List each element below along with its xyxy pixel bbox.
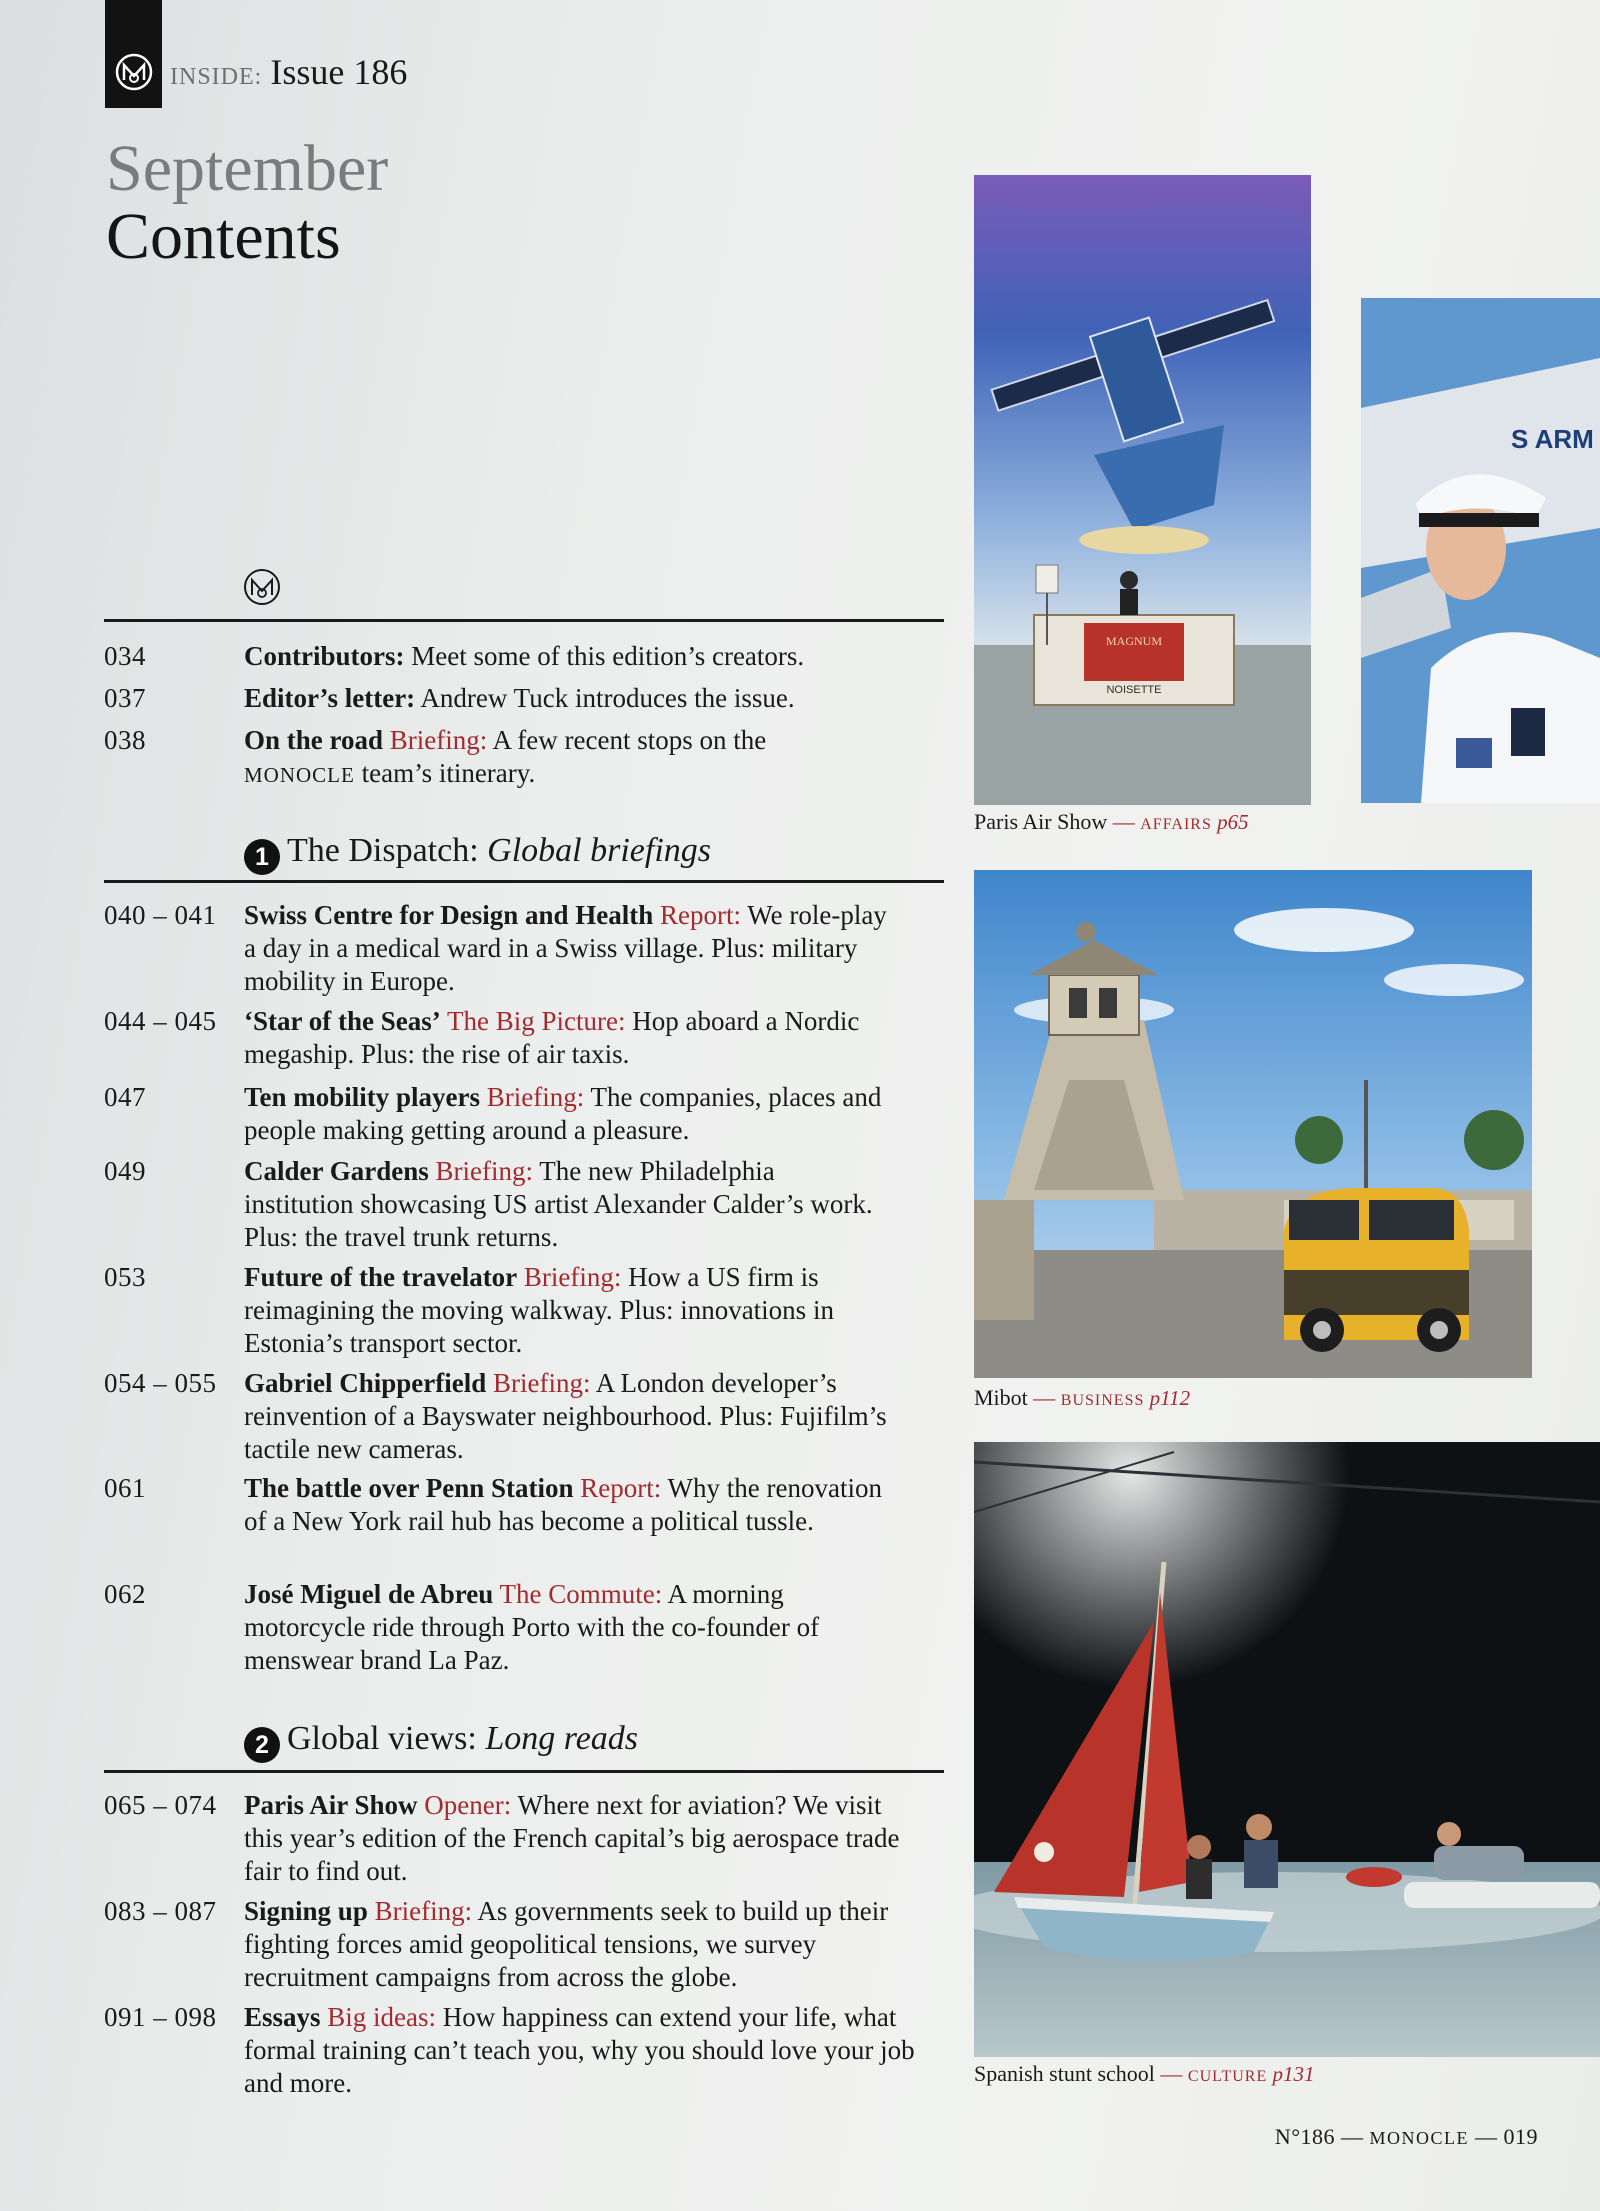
page-range: 061 bbox=[104, 1473, 146, 1503]
entry-description: Why the renovation of a New York rail hub has become a political tussle. bbox=[244, 1473, 882, 1536]
entry-description: Meet some of this edition’s creators. bbox=[404, 641, 805, 671]
divider-rule bbox=[104, 880, 944, 883]
entry-title: Editor’s letter: bbox=[244, 683, 416, 713]
entry-description: Andrew Tuck introduces the issue. bbox=[415, 683, 795, 713]
entry-description-cont: team’s itinerary. bbox=[354, 758, 536, 788]
page-folio bbox=[1275, 2124, 1538, 2150]
entry-kicker: The Big Picture: bbox=[440, 1006, 626, 1036]
photo-paris-air-show bbox=[974, 175, 1311, 805]
page-range: 053 bbox=[104, 1262, 146, 1292]
page-range: 037 bbox=[104, 683, 146, 713]
caption-title: Mibot bbox=[974, 1385, 1028, 1410]
photo-caption bbox=[974, 1384, 1190, 1415]
caption-page: p112 bbox=[1144, 1386, 1191, 1410]
issue-number: Issue 186 bbox=[270, 52, 408, 92]
section-number-badge: 1 bbox=[244, 839, 280, 875]
divider-rule bbox=[104, 619, 944, 622]
entry-description: We role-play a day in a medical ward in a Swiss village. Plus: military mobility in Europe. bbox=[244, 900, 887, 996]
entry-description: A few recent stops on the bbox=[487, 725, 767, 755]
entry-description: The companies, places and people making getting around a pleasure. bbox=[244, 1082, 882, 1145]
caption-section: BUSINESS bbox=[1060, 1392, 1145, 1409]
entry-title: Paris Air Show bbox=[244, 1790, 418, 1820]
section-number-badge: 2 bbox=[244, 1727, 280, 1763]
entry-title: Ten mobility players bbox=[244, 1082, 481, 1112]
entry-description: Hop aboard a Nordic megaship. Plus: the rise of air taxis. bbox=[244, 1006, 860, 1069]
caption-dash: — bbox=[1107, 809, 1141, 834]
page-range: 049 bbox=[104, 1156, 146, 1186]
page-range: 047 bbox=[104, 1082, 146, 1112]
entry-title: Calder Gardens bbox=[244, 1156, 429, 1186]
entry-kicker: The Commute: bbox=[493, 1579, 663, 1609]
folio-dash: — bbox=[1469, 2124, 1504, 2149]
page-range: 038 bbox=[104, 725, 146, 755]
photo-stunt-school bbox=[974, 1442, 1600, 2057]
entry-title: ‘Star of the Seas’ bbox=[244, 1006, 441, 1036]
entry-kicker: Report: bbox=[653, 900, 742, 930]
page-range: 065 – 074 bbox=[104, 1790, 217, 1820]
page-range: 054 – 055 bbox=[104, 1368, 217, 1398]
folio-page-number: 019 bbox=[1503, 2124, 1538, 2149]
brand-name: MONOCLE bbox=[244, 763, 355, 787]
entry-description: A morning motorcycle ride through Porto with the co-founder of menswear brand La Paz. bbox=[244, 1579, 820, 1675]
entry-kicker: Briefing: bbox=[383, 725, 488, 755]
page-range: 091 – 098 bbox=[104, 2002, 217, 2032]
entry-kicker: Briefing: bbox=[367, 1896, 473, 1926]
folio-dash: — bbox=[1335, 2124, 1370, 2149]
entry-description: How a US firm is reimagining the moving walkway. Plus: innovations in Estonia’s transport sector. bbox=[244, 1262, 834, 1358]
inside-label: INSIDE: bbox=[170, 64, 263, 90]
divider-rule bbox=[104, 1770, 944, 1773]
masthead-tab bbox=[105, 0, 162, 108]
issue-line bbox=[170, 50, 407, 99]
entry-title: Swiss Centre for Design and Health bbox=[244, 900, 654, 930]
entry-title: Essays bbox=[244, 2002, 321, 2032]
caption-page: p65 bbox=[1211, 810, 1249, 834]
photo-caption bbox=[974, 808, 1249, 839]
entry-kicker: Big ideas: bbox=[320, 2002, 437, 2032]
section-subtitle: Long reads bbox=[485, 1720, 639, 1757]
folio-issue: N°186 bbox=[1274, 2124, 1335, 2149]
photo-naval-officer bbox=[1361, 298, 1600, 803]
entry-title: The battle over Penn Station bbox=[244, 1473, 574, 1503]
caption-title: Paris Air Show bbox=[974, 809, 1108, 834]
entry-title: On the road bbox=[244, 725, 384, 755]
caption-dash: — bbox=[1027, 1385, 1061, 1410]
caption-title: Spanish stunt school bbox=[974, 2061, 1155, 2086]
cart-flavour-text: NOISETTE bbox=[1106, 684, 1162, 696]
entry-description: How happiness can extend your life, what formal training can’t teach you, why you should love your job and more. bbox=[244, 2002, 915, 2098]
page-range: 062 bbox=[104, 1579, 146, 1609]
caption-dash: — bbox=[1154, 2061, 1188, 2086]
section-subtitle: Global briefings bbox=[487, 832, 712, 869]
aircraft-lettering: S ARM bbox=[1511, 424, 1594, 454]
entry-title: Contributors: bbox=[244, 641, 405, 671]
cart-brand-text: MAGNUM bbox=[1105, 634, 1163, 648]
entry-kicker: Report: bbox=[573, 1473, 662, 1503]
page-title-month: September bbox=[106, 132, 389, 205]
entry-kicker: Briefing: bbox=[486, 1368, 591, 1398]
monocle-logo-icon bbox=[114, 52, 154, 92]
section-heading-global-views bbox=[244, 1718, 638, 1763]
section-heading-dispatch bbox=[244, 830, 711, 875]
entry-description: A London developer’s reinvention of a Bayswater neighbourhood. Plus: Fujifilm’s tactile new cameras. bbox=[244, 1368, 887, 1464]
page-range: 034 bbox=[104, 641, 146, 671]
entry-kicker: Briefing: bbox=[480, 1082, 585, 1112]
entry-title: Future of the travelator bbox=[244, 1262, 518, 1292]
entry-description: As governments seek to build up their fighting forces amid geopolitical tensions, we survey recruitment campaigns from across the globe. bbox=[244, 1896, 889, 1992]
page-range: 044 – 045 bbox=[104, 1006, 217, 1036]
page-title-contents: Contents bbox=[106, 200, 341, 273]
page-range: 083 – 087 bbox=[104, 1896, 217, 1926]
entry-kicker: Briefing: bbox=[517, 1262, 622, 1292]
entry-description: The new Philadelphia institution showcasing US artist Alexander Calder’s work. Plus: the travel trunk returns. bbox=[244, 1156, 873, 1252]
photo-caption bbox=[974, 2060, 1314, 2091]
page-range: 040 – 041 bbox=[104, 900, 217, 930]
entry-title: José Miguel de Abreu bbox=[244, 1579, 494, 1609]
section-title: Global views: bbox=[287, 1720, 477, 1757]
caption-section: CULTURE bbox=[1187, 2068, 1268, 2085]
entry-title: Signing up bbox=[244, 1896, 368, 1926]
section-title: The Dispatch: bbox=[287, 832, 479, 869]
monocle-logo-icon bbox=[242, 567, 282, 607]
entry-description: Where next for aviation? We visit this year’s edition of the French capital’s big aerospace trade fair to find out. bbox=[244, 1790, 900, 1886]
entry-title: Gabriel Chipperfield bbox=[244, 1368, 487, 1398]
folio-brand: MONOCLE bbox=[1369, 2128, 1469, 2148]
caption-page: p131 bbox=[1267, 2062, 1315, 2086]
entry-kicker: Opener: bbox=[417, 1790, 512, 1820]
entry-kicker: Briefing: bbox=[428, 1156, 533, 1186]
photo-mibot bbox=[974, 870, 1532, 1378]
caption-section: AFFAIRS bbox=[1140, 816, 1212, 833]
